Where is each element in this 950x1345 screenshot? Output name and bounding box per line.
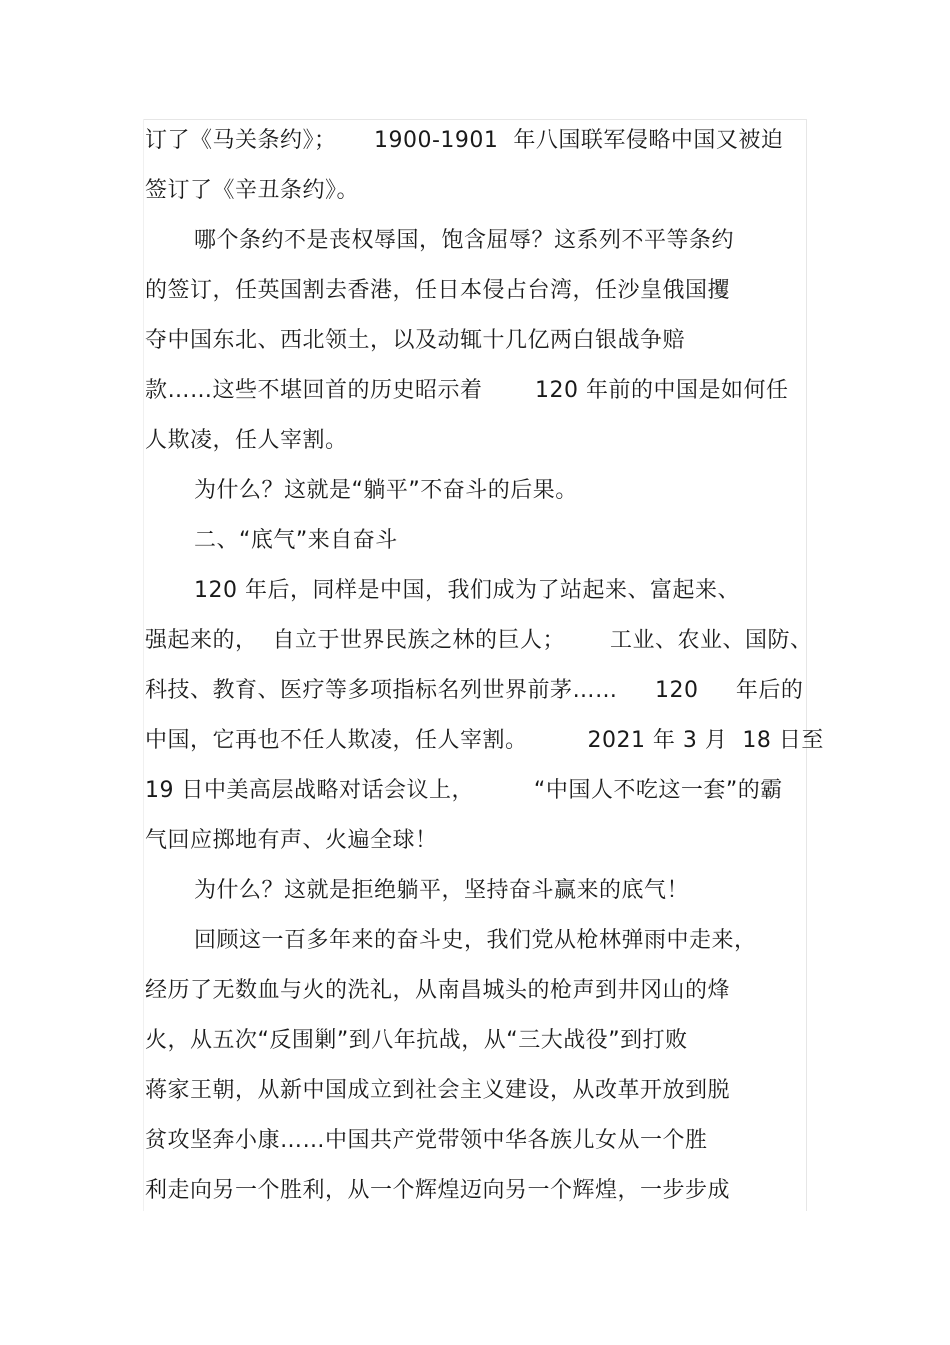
page-border-top (143, 119, 807, 120)
page-border-right (806, 119, 807, 1211)
page-border-left (143, 119, 144, 1211)
text-line: 贫攻坚奔小康……中国共产党带领中华各族儿女从一个胜 (145, 1128, 708, 1153)
text-line: 款……这些不堪回首的历史昭示着 120 年前的中国是如何任 (145, 378, 789, 403)
paragraph-start-line: 为什么？这就是“躺平”不奋斗的后果。 (194, 478, 578, 503)
section-heading: 二、“底气”来自奋斗 (194, 528, 398, 553)
text-line: 利走向另一个胜利，从一个辉煌迈向另一个辉煌，一步步成 (145, 1178, 731, 1203)
text-line: 的签订，任英国割去香港，任日本侵占台湾，任沙皇俄国攫 (145, 278, 731, 303)
paragraph-start-line: 回顾这一百多年来的奋斗史，我们党从枪林弹雨中走来， (194, 928, 757, 953)
text-line: 气回应掷地有声、火遍全球！ (145, 828, 438, 853)
paragraph-start-line: 为什么？这就是拒绝躺平，坚持奋斗赢来的底气！ (194, 878, 690, 903)
text-line: 夺中国东北、西北领土，以及动辄十几亿两白银战争赔 (145, 328, 686, 353)
text-line: 蒋家王朝，从新中国成立到社会主义建设，从改革开放到脱 (145, 1078, 731, 1103)
text-line: 19 日中美高层战略对话会议上， “中国人不吃这一套”的霸 (145, 778, 783, 803)
text-line: 经历了无数血与火的洗礼，从南昌城头的枪声到井冈山的烽 (145, 978, 731, 1003)
paragraph-start-line: 120 年后，同样是中国，我们成为了站起来、富起来、 (194, 578, 740, 603)
text-line: 强起来的， 自立于世界民族之林的巨人； 工业、农业、国防、 (145, 628, 813, 653)
paragraph-start-line: 哪个条约不是丧权辱国，饱含屈辱？这系列不平等条约 (194, 228, 735, 253)
text-line: 人欺凌，任人宰割。 (145, 428, 348, 453)
text-line: 中国，它再也不任人欺凌，任人宰割。 2021 年 3 月 18 日至 (145, 728, 824, 753)
text-line: 科技、教育、医疗等多项指标名列世界前茅…… 120 年后的 (145, 678, 804, 703)
text-line: 订了《马关条约》； 1900-1901 年八国联军侵略中国又被迫 (145, 128, 784, 153)
text-line: 签订了《辛丑条约》。 (145, 178, 360, 203)
text-line: 火，从五次“反围剿”到八年抗战，从“三大战役”到打败 (145, 1028, 688, 1053)
